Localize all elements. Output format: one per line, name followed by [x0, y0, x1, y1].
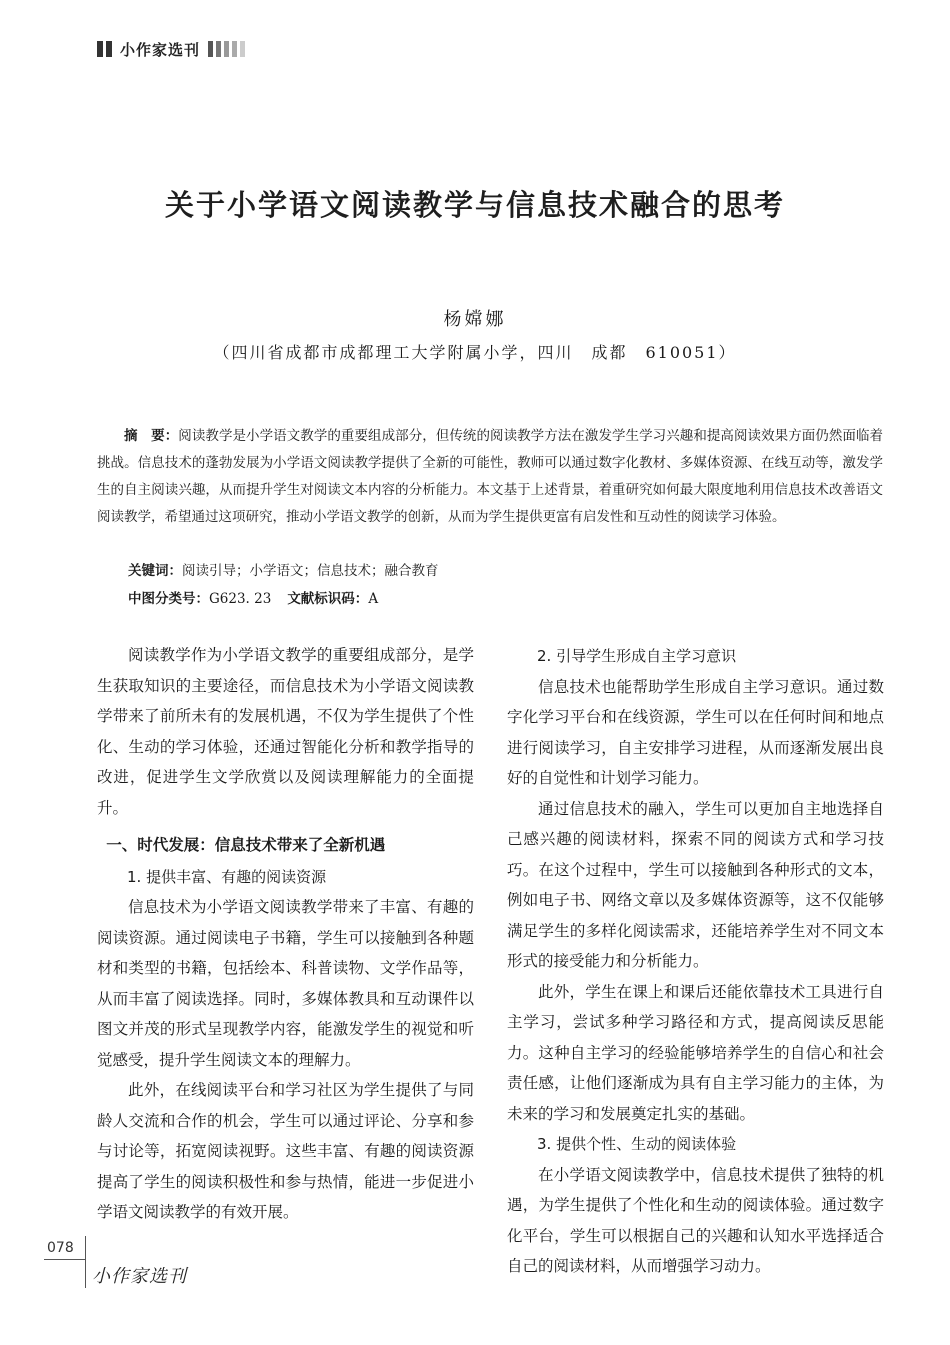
journal-logo: 小作家选刊 — [92, 1266, 187, 1287]
document-code-label: 文献标识码： — [287, 591, 369, 607]
body-paragraph: 在小学语文阅读教学中，信息技术提供了独特的机遇，为学生提供了个性化和生动的阅读体验。通过数字化平台，学生可以根据自己的兴趣和认知水平选择适合自己的阅读材料，从而增强学习动力。 — [507, 1165, 884, 1275]
section-heading: 一、时代发展：信息技术带来了全新机遇 — [106, 836, 386, 854]
header-decor-left — [97, 41, 112, 57]
classification-value: G623. 23 — [209, 591, 272, 607]
footer-rule-horizontal — [44, 1259, 86, 1260]
page-number: 078 — [47, 1240, 74, 1256]
author-name: 杨嫦娜 — [443, 309, 507, 330]
body-paragraph: 通过信息技术的融入，学生可以更加自主地选择自己感兴趣的阅读材料，探索不同的阅读方式和学习技巧。在这个过程中，学生可以接触到各种形式的文本，例如电子书、网络文章以及多媒体资源等，这不仅能够满足学生的多样化阅读需求，还能培养学生对不同文本形式的接受能力和分析能力。 — [507, 799, 884, 970]
footer-rule-vertical — [85, 1236, 86, 1288]
abstract-text: 阅读教学是小学语文教学的重要组成部分，但传统的阅读教学方法在激发学生学习兴趣和提高阅读效果方面仍然面临着挑战。信息技术的蓬勃发展为小学语文阅读教学提供了全新的可能性，教师可以通过数字化教材、多媒体资源、在线互动等，激发学生的自主阅读兴趣，从而提升学生对阅读文本内容的分析能力。本文基于上述背景，着重研究如何最大限度地利用信息技术改善语文阅读教学，希望通过这项研究，推动小学语文教学的创新，从而为学生提供更富有启发性和互动性的阅读学习体验。 — [97, 428, 884, 525]
keywords-text: 阅读引导；小学语文；信息技术；融合教育 — [182, 563, 439, 579]
body-paragraph: 此外，在线阅读平台和学习社区为学生提供了与同龄人交流和合作的机会，学生可以通过评论、分享和参与讨论等，拓宽阅读视野。这些丰富、有趣的阅读资源提高了学生的阅读积极性和参与热情，能进一步促进小学语文阅读教学的有效开展。 — [97, 1081, 474, 1221]
subsection-heading: 2. 引导学生形成自主学习意识 — [537, 647, 737, 665]
journal-name: 小作家选刊 — [120, 40, 201, 59]
subsection-heading: 3. 提供个性、生动的阅读体验 — [537, 1135, 737, 1153]
body-paragraph: 此外，学生在课上和课后还能依靠技术工具进行自主学习，尝试多种学习路径和方式，提高阅读反思能力。这种自主学习的经验能够培养学生的自信心和社会责任感，让他们逐渐成为具有自主学习能力的主体，为未来的学习和发展奠定扎实的基础。 — [507, 982, 884, 1123]
body-paragraph: 阅读教学作为小学语文教学的重要组成部分，是学生获取知识的主要途径，而信息技术为小学语文阅读教学带来了前所未有的发展机遇，不仅为学生提供了个性化、生动的学习体验，还通过智能化分析和教学指导的改进，促进学生文学欣赏以及阅读理解能力的全面提升。 — [97, 646, 474, 817]
classification-label: 中图分类号： — [128, 591, 209, 607]
body-paragraph: 信息技术为小学语文阅读教学带来了丰富、有趣的阅读资源。通过阅读电子书籍，学生可以接触到各种题材和类型的书籍，包括绘本、科普读物、文学作品等，从而丰富了阅读选择。同时，多媒体教具和互动课件以图文并茂的形式呈现教学内容，能激发学生的视觉和听觉感受，提升学生阅读文本的理解力。 — [97, 898, 474, 1069]
body-left-column — [97, 640, 474, 1228]
classification — [128, 589, 378, 609]
author-affiliation: （四川省成都市成都理工大学附属小学，四川 成都 610051） — [213, 343, 737, 362]
document-code-value: A — [368, 591, 379, 607]
header-decor-right — [208, 41, 245, 57]
body-right-column — [507, 640, 884, 1282]
keywords — [128, 561, 439, 581]
body-paragraph: 信息技术也能帮助学生形成自主学习意识。通过数字化学习平台和在线资源，学生可以在任何时间和地点进行阅读学习，自主安排学习进程，从而逐渐发展出良好的自觉性和计划学习能力。 — [507, 677, 884, 787]
keywords-label: 关键词： — [128, 563, 182, 579]
subsection-heading: 1. 提供丰富、有趣的阅读资源 — [127, 867, 327, 886]
abstract-label: 摘 要： — [124, 428, 179, 444]
article-title: 关于小学语文阅读教学与信息技术融合的思考 — [164, 188, 785, 222]
abstract — [97, 423, 883, 531]
running-header — [97, 38, 245, 60]
